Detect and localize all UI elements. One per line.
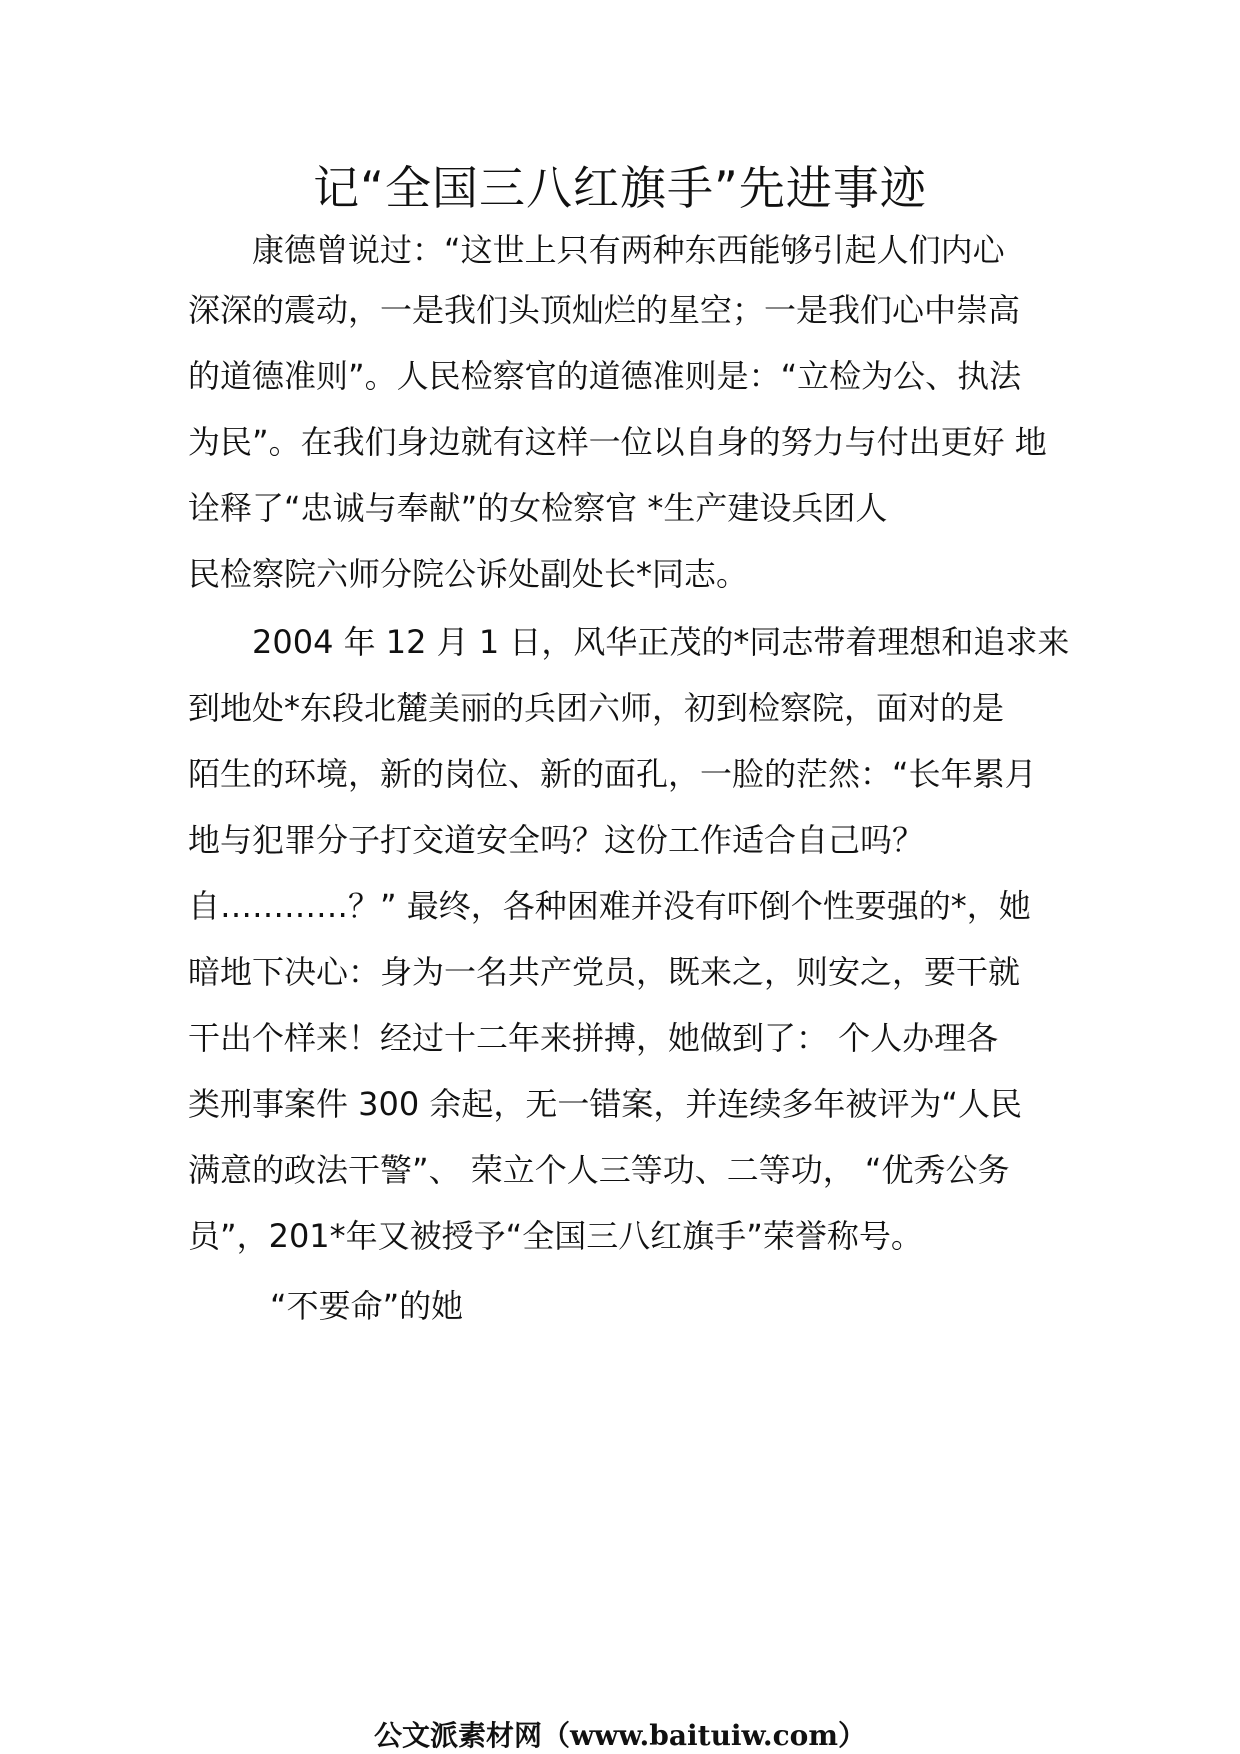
paragraph-line: 诠释了“忠诚与奉献”的女检察官 *生产建设兵团人 [188, 489, 888, 527]
paragraph-line: 类刑事案件 300 余起，无一错案，并连续多年被评为“人民 [188, 1085, 1023, 1123]
paragraph-line: 地与犯罪分子打交道安全吗？这份工作适合自己吗？ [188, 821, 925, 859]
paragraph-line: 员”，201*年又被授予“全国三八红旗手”荣誉称号。 [188, 1217, 923, 1255]
paragraph-line: 民检察院六师分院公诉处副处长*同志。 [188, 555, 749, 593]
paragraph-line: 的道德准则”。人民检察官的道德准则是：“立检为公、执法 [188, 357, 1022, 395]
paragraph-line: 干出个样来！经过十二年来拼搏，她做到了： 个人办理各 [188, 1019, 999, 1057]
paragraph-line: 2004 年 12 月 1 日，风华正茂的*同志带着理想和追求来 [252, 623, 1070, 661]
paragraph-line: 陌生的环境，新的岗位、新的面孔，一脸的茫然：“长年累月 [188, 755, 1037, 793]
paragraph-line: 到地处*东段北麓美丽的兵团六师，初到检察院，面对的是 [188, 689, 1005, 727]
footer-watermark: 公文派素材网（www.baituiw.com） [374, 1719, 866, 1752]
paragraph-line: 自…………？” 最终，各种困难并没有吓倒个性要强的*，她 [188, 887, 1031, 925]
paragraph-line: 深深的震动，一是我们头顶灿烂的星空；一是我们心中崇高 [188, 291, 1021, 329]
paragraph-line: 暗地下决心：身为一名共产党员，既来之，则安之，要干就 [188, 953, 1021, 991]
paragraph-line: 满意的政法干警”、 荣立个人三等功、二等功， “优秀公务 [188, 1151, 1010, 1189]
section-heading: “不要命”的她 [270, 1287, 464, 1325]
paragraph-line: 康德曾说过：“这世上只有两种东西能够引起人们内心 [252, 231, 1005, 269]
document-title: 记“全国三八红旗手”先进事迹 [313, 161, 927, 215]
paragraph-line: 为民”。在我们身边就有这样一位以自身的努力与付出更好 地 [188, 423, 1047, 461]
